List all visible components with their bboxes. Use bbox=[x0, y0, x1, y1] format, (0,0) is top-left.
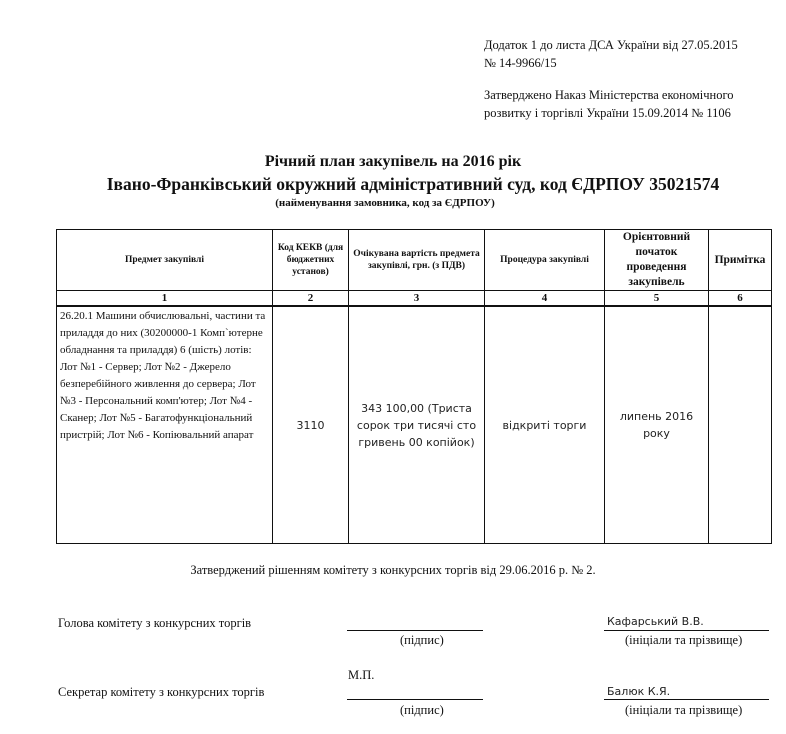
addendum-number: № 14-9966/15 bbox=[484, 56, 557, 70]
secretary-name: Балюк К.Я. bbox=[607, 685, 671, 698]
procurement-subject: 26.20.1 Машини обчислювальні, частини та приладдя до них (30200000-1 Комп`ютерне обладнання та приладдя) 6 (шість) лотів: Лот №1 - Сервер; Лот №2 - Джерело безперебійного живлення до сервера; Лот №3 - Персональний комп'ютер; Лот №4 - Сканер; Лот №5 - Багатофункціональний пристрій; Лот №6 - Копіювальний апарат bbox=[57, 306, 273, 544]
secretary-label: Секретар комітету з конкурсних торгів bbox=[58, 685, 265, 699]
column-header: Примітка bbox=[709, 230, 772, 291]
kekv-code: 3110 bbox=[273, 306, 349, 544]
table-row bbox=[57, 306, 772, 544]
signature-caption: (підпис) bbox=[400, 633, 444, 647]
procurement-plan-table bbox=[56, 229, 772, 544]
secretary-name-line bbox=[604, 699, 769, 700]
column-number: 5 bbox=[605, 291, 709, 307]
chair-name: Кафарський В.В. bbox=[607, 615, 704, 628]
column-number: 1 bbox=[57, 291, 273, 307]
approval-line: розвитку і торгівлі України 15.09.2014 № 1106 bbox=[484, 106, 731, 120]
committee-approval: Затверджений рішенням комітету з конкурсних торгів від 29.06.2016 р. № 2. bbox=[190, 563, 596, 577]
name-caption: (ініціали та прізвище) bbox=[625, 633, 743, 647]
column-number: 6 bbox=[709, 291, 772, 307]
addendum-reference bbox=[484, 36, 784, 72]
name-caption: (ініціали та прізвище) bbox=[625, 703, 743, 717]
procurement-procedure: відкриті торги bbox=[485, 306, 605, 544]
procurement-start: липень 2016 року bbox=[605, 306, 709, 544]
column-number-row bbox=[57, 291, 772, 307]
column-header: Орієнтовний початок проведення закупівель bbox=[605, 230, 709, 291]
chair-name-line bbox=[604, 630, 769, 631]
column-number: 2 bbox=[273, 291, 349, 307]
column-header: Процедура закупівлі bbox=[485, 230, 605, 291]
column-number: 3 bbox=[349, 291, 485, 307]
approval-reference bbox=[484, 86, 784, 122]
column-header: Код КЕКВ (для бюджетних установ) bbox=[273, 230, 349, 291]
seal-placeholder: М.П. bbox=[348, 668, 375, 682]
procurement-note bbox=[709, 306, 772, 544]
column-header: Предмет закупівлі bbox=[57, 230, 273, 291]
chair-signature-line bbox=[347, 630, 483, 631]
customer-name-caption: (найменування замовника, код за ЄДРПОУ) bbox=[275, 197, 495, 209]
chair-label: Голова комітету з конкурсних торгів bbox=[58, 616, 252, 630]
signature-caption: (підпис) bbox=[400, 703, 444, 717]
expected-cost: 343 100,00 (Триста сорок три тисячі сто гривень 00 копійок) bbox=[349, 306, 485, 544]
customer-name: Івано-Франківський окружний адміністративний суд, код ЄДРПОУ 35021574 bbox=[106, 174, 720, 194]
column-header: Очікувана вартість предмета закупівлі, грн. (з ПДВ) bbox=[349, 230, 485, 291]
secretary-signature-line bbox=[347, 699, 483, 700]
document-title: Річний план закупівель на 2016 рік bbox=[264, 153, 522, 170]
addendum-line: Додаток 1 до листа ДСА України від 27.05.2015 bbox=[484, 38, 738, 52]
column-number: 4 bbox=[485, 291, 605, 307]
table-header-row bbox=[57, 230, 772, 291]
approval-line: Затверджено Наказ Міністерства економічного bbox=[484, 88, 734, 102]
